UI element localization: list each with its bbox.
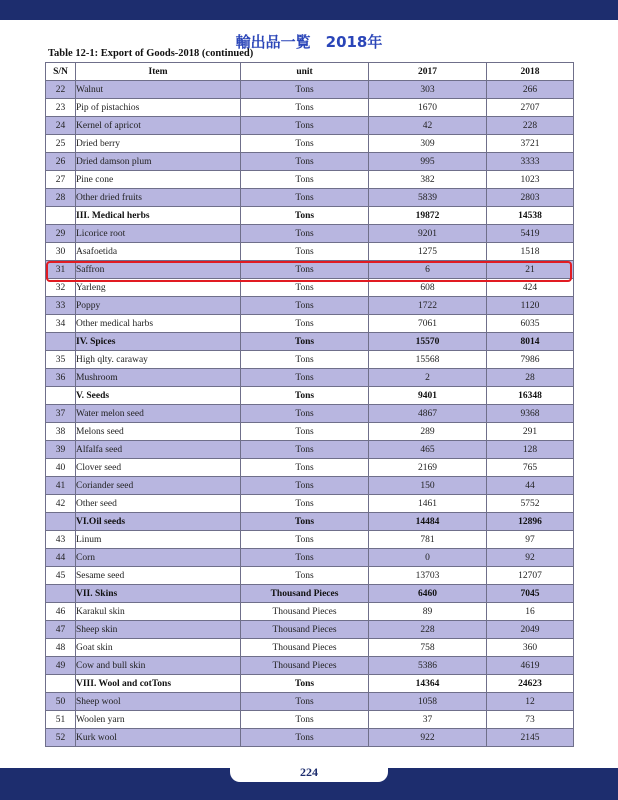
cell-sn [46,675,76,693]
cell-item: Dried damson plum [76,153,241,171]
cell-2017: 309 [369,135,487,153]
table-section-row [46,387,574,405]
cell-item: Other seed [76,495,241,513]
cell-sn [46,513,76,531]
cell-2018: 12 [487,693,574,711]
cell-2017: 14484 [369,513,487,531]
cell-2017: 37 [369,711,487,729]
column-header-2018: 2018 [487,63,574,81]
cell-2018: 7986 [487,351,574,369]
cell-unit: Tons [241,549,369,567]
table-section-row [46,207,574,225]
cell-unit: Thousand Pieces [241,603,369,621]
table-body [46,81,574,747]
cell-2017: 14364 [369,675,487,693]
cell-2018: 9368 [487,405,574,423]
cell-2017: 228 [369,621,487,639]
cell-2017: 303 [369,81,487,99]
cell-item: Asafoetida [76,243,241,261]
cell-2017: 19872 [369,207,487,225]
cell-sn: 41 [46,477,76,495]
cell-2017: 1722 [369,297,487,315]
cell-unit: Tons [241,243,369,261]
cell-sn: 22 [46,81,76,99]
cell-2018: 5752 [487,495,574,513]
cell-2018: 2707 [487,99,574,117]
table-row [46,261,574,279]
table-row [46,477,574,495]
cell-2018: 16348 [487,387,574,405]
cell-2017: 1461 [369,495,487,513]
cell-2018: 5419 [487,225,574,243]
cell-sn [46,207,76,225]
cell-item: Kernel of apricot [76,117,241,135]
cell-item: High qlty. caraway [76,351,241,369]
cell-sn: 52 [46,729,76,747]
cell-2017: 382 [369,171,487,189]
cell-unit: Tons [241,711,369,729]
cell-unit: Tons [241,423,369,441]
table-row [46,279,574,297]
cell-item: Kurk wool [76,729,241,747]
cell-2017: 758 [369,639,487,657]
cell-2018: 2049 [487,621,574,639]
cell-item: IV. Spices [76,333,241,351]
cell-item: Licorice root [76,225,241,243]
column-header-2017: 2017 [369,63,487,81]
cell-sn: 44 [46,549,76,567]
cell-unit: Tons [241,315,369,333]
cell-2017: 9401 [369,387,487,405]
cell-unit: Tons [241,729,369,747]
cell-sn [46,387,76,405]
table-row [46,693,574,711]
cell-2018: 1023 [487,171,574,189]
cell-unit: Tons [241,99,369,117]
cell-item: Other medical harbs [76,315,241,333]
cell-2017: 13703 [369,567,487,585]
cell-item: Woolen yarn [76,711,241,729]
cell-sn: 43 [46,531,76,549]
cell-2018: 14538 [487,207,574,225]
table-row [46,729,574,747]
table-row [46,441,574,459]
cell-sn: 35 [46,351,76,369]
cell-unit: Tons [241,297,369,315]
cell-2017: 150 [369,477,487,495]
cell-sn: 32 [46,279,76,297]
cell-sn: 36 [46,369,76,387]
column-header-unit: unit [241,63,369,81]
cell-sn: 25 [46,135,76,153]
column-header-sn: S/N [46,63,76,81]
cell-2018: 8014 [487,333,574,351]
export-table [45,62,574,747]
cell-2018: 228 [487,117,574,135]
cell-unit: Tons [241,171,369,189]
table-row [46,81,574,99]
cell-2017: 995 [369,153,487,171]
cell-item: Poppy [76,297,241,315]
table-section-row [46,675,574,693]
cell-2018: 1120 [487,297,574,315]
table-row [46,171,574,189]
table-row [46,135,574,153]
cell-2017: 2169 [369,459,487,477]
table-row [46,459,574,477]
table-row [46,189,574,207]
cell-unit: Thousand Pieces [241,621,369,639]
cell-2017: 465 [369,441,487,459]
cell-item: Walnut [76,81,241,99]
cell-2018: 16 [487,603,574,621]
page-number: 224 [300,765,318,779]
cell-unit: Tons [241,477,369,495]
cell-unit: Tons [241,693,369,711]
cell-item: Sesame seed [76,567,241,585]
cell-2018: 24623 [487,675,574,693]
cell-2017: 0 [369,549,487,567]
cell-2018: 291 [487,423,574,441]
cell-2018: 12707 [487,567,574,585]
cell-sn: 46 [46,603,76,621]
cell-2018: 2803 [487,189,574,207]
table-row [46,711,574,729]
table-row [46,225,574,243]
table-row [46,405,574,423]
cell-sn: 30 [46,243,76,261]
cell-2018: 73 [487,711,574,729]
top-banner [0,0,618,20]
cell-unit: Tons [241,531,369,549]
cell-item: Corn [76,549,241,567]
cell-2018: 360 [487,639,574,657]
cell-sn: 45 [46,567,76,585]
cell-2017: 7061 [369,315,487,333]
cell-sn: 38 [46,423,76,441]
cell-sn: 34 [46,315,76,333]
cell-2018: 21 [487,261,574,279]
cell-item: VII. Skins [76,585,241,603]
cell-2017: 4867 [369,405,487,423]
cell-unit: Tons [241,81,369,99]
cell-item: Goat skin [76,639,241,657]
cell-2017: 1275 [369,243,487,261]
table-row [46,639,574,657]
page-title: 輸出品一覧 2018年 [235,33,383,51]
cell-unit: Tons [241,261,369,279]
cell-unit: Tons [241,567,369,585]
cell-2017: 9201 [369,225,487,243]
cell-2018: 3333 [487,153,574,171]
cell-2017: 1670 [369,99,487,117]
cell-unit: Tons [241,333,369,351]
cell-sn: 47 [46,621,76,639]
cell-sn: 39 [46,441,76,459]
table-row [46,351,574,369]
cell-unit: Tons [241,135,369,153]
cell-2018: 424 [487,279,574,297]
cell-unit: Tons [241,153,369,171]
cell-2018: 44 [487,477,574,495]
cell-sn [46,585,76,603]
cell-2017: 5839 [369,189,487,207]
cell-unit: Tons [241,369,369,387]
cell-2017: 5386 [369,657,487,675]
cell-2017: 608 [369,279,487,297]
cell-item: Clover seed [76,459,241,477]
cell-2018: 2145 [487,729,574,747]
cell-sn: 23 [46,99,76,117]
cell-item: Other dried fruits [76,189,241,207]
table-row [46,153,574,171]
table-row [46,297,574,315]
cell-unit: Tons [241,117,369,135]
table-row [46,117,574,135]
table-header-row [46,63,574,81]
cell-unit: Thousand Pieces [241,639,369,657]
cell-sn: 51 [46,711,76,729]
cell-2018: 97 [487,531,574,549]
cell-item: Mushroom [76,369,241,387]
cell-2017: 922 [369,729,487,747]
cell-2017: 781 [369,531,487,549]
cell-sn: 42 [46,495,76,513]
cell-sn [46,333,76,351]
cell-unit: Thousand Pieces [241,657,369,675]
cell-sn: 50 [46,693,76,711]
cell-item: Water melon seed [76,405,241,423]
cell-2018: 4619 [487,657,574,675]
table-row [46,621,574,639]
cell-2017: 15568 [369,351,487,369]
cell-2017: 6 [369,261,487,279]
cell-item: III. Medical herbs [76,207,241,225]
cell-2017: 89 [369,603,487,621]
cell-unit: Tons [241,279,369,297]
cell-item: Sheep wool [76,693,241,711]
table-section-row [46,333,574,351]
cell-2018: 765 [487,459,574,477]
cell-item: Dried berry [76,135,241,153]
table-row [46,531,574,549]
cell-unit: Thousand Pieces [241,585,369,603]
table-row [46,369,574,387]
cell-2018: 1518 [487,243,574,261]
cell-sn: 27 [46,171,76,189]
cell-2018: 266 [487,81,574,99]
cell-item: Pine cone [76,171,241,189]
cell-item: Saffron [76,261,241,279]
cell-unit: Tons [241,441,369,459]
cell-2017: 42 [369,117,487,135]
cell-sn: 40 [46,459,76,477]
cell-2018: 12896 [487,513,574,531]
table-row [46,495,574,513]
cell-unit: Tons [241,387,369,405]
cell-2018: 128 [487,441,574,459]
table-row [46,99,574,117]
cell-sn: 37 [46,405,76,423]
cell-sn: 48 [46,639,76,657]
table-caption: Table 12-1: Export of Goods-2018 (continued) [48,48,254,59]
table-row [46,315,574,333]
cell-item: Linum [76,531,241,549]
table-section-row [46,585,574,603]
cell-sn: 26 [46,153,76,171]
cell-sn: 24 [46,117,76,135]
table-row [46,423,574,441]
cell-2017: 6460 [369,585,487,603]
cell-unit: Tons [241,495,369,513]
cell-2017: 289 [369,423,487,441]
cell-item: Yarleng [76,279,241,297]
cell-unit: Tons [241,405,369,423]
cell-unit: Tons [241,225,369,243]
table-row [46,657,574,675]
cell-unit: Tons [241,207,369,225]
cell-item: Alfalfa seed [76,441,241,459]
cell-unit: Tons [241,459,369,477]
cell-2018: 7045 [487,585,574,603]
cell-2018: 28 [487,369,574,387]
cell-item: Pip of pistachios [76,99,241,117]
table-row [46,549,574,567]
cell-unit: Tons [241,675,369,693]
cell-2017: 2 [369,369,487,387]
column-header-item: Item [76,63,241,81]
cell-item: V. Seeds [76,387,241,405]
cell-sn: 49 [46,657,76,675]
table-section-row [46,513,574,531]
cell-sn: 33 [46,297,76,315]
cell-sn: 29 [46,225,76,243]
cell-unit: Tons [241,189,369,207]
cell-sn: 31 [46,261,76,279]
table-row [46,243,574,261]
cell-unit: Tons [241,351,369,369]
cell-2018: 3721 [487,135,574,153]
cell-item: Coriander seed [76,477,241,495]
cell-item: Karakul skin [76,603,241,621]
cell-item: Melons seed [76,423,241,441]
cell-item: VI.Oil seeds [76,513,241,531]
table-row [46,567,574,585]
cell-2017: 1058 [369,693,487,711]
cell-item: VIII. Wool and cotTons [76,675,241,693]
cell-sn: 28 [46,189,76,207]
cell-item: Cow and bull skin [76,657,241,675]
table-row [46,603,574,621]
cell-2017: 15570 [369,333,487,351]
cell-item: Sheep skin [76,621,241,639]
cell-unit: Tons [241,513,369,531]
cell-2018: 6035 [487,315,574,333]
cell-2018: 92 [487,549,574,567]
